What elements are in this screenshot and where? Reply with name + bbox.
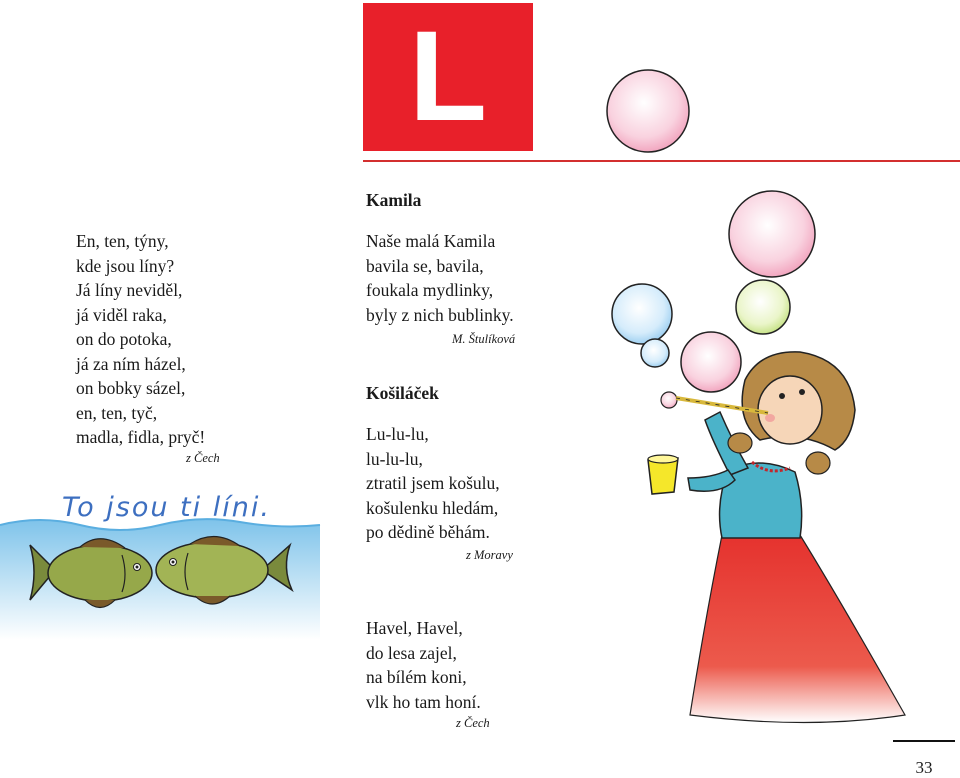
poem-title-kosilacek: Košiláček: [366, 383, 439, 403]
poem-left-line: on do potoka,: [76, 329, 172, 349]
poem-havel-line: Havel, Havel,: [366, 618, 463, 638]
poem-kamila-line: bavila se, bavila,: [366, 255, 484, 276]
poem-kosilacek-line: košulenku hledám,: [366, 497, 499, 518]
page-number-rule: [893, 740, 955, 742]
poem-title-kamila: Kamila: [366, 190, 422, 210]
bubble-pink-tiny: [661, 392, 677, 408]
poem-left-author: z Čech: [186, 451, 220, 465]
poem-left-line: madla, fidla, pryč!: [76, 427, 206, 447]
poem-havel-line: na bílém koni,: [366, 667, 467, 687]
poem-left-line: on bobky sázel,: [76, 378, 186, 398]
poem-kamila-line: Naše malá Kamila: [366, 231, 496, 251]
poem-kosilacek-author: z Moravy: [466, 548, 513, 562]
poem-kosilacek-line: ztratil jsem košulu,: [366, 473, 500, 493]
chapter-letter: L: [408, 5, 488, 148]
poem-havel-line: vlk ho tam honí.: [366, 691, 481, 712]
poem-left-line: En, ten, týny,: [76, 231, 169, 251]
poem-havel-author: z Čech: [456, 716, 490, 730]
girl-skirt: [690, 535, 905, 723]
girl-illustration: [648, 352, 905, 723]
poem-kosilacek: [366, 422, 500, 545]
bubble-pink-large: [607, 70, 689, 152]
bubble-blue-small: [641, 339, 669, 367]
poem-left-line: kde jsou líny?: [76, 255, 175, 276]
poem-kosilacek-line: Lu-lu-lu,: [366, 424, 429, 444]
poem-kosilacek-line: po dědině běhám.: [366, 522, 490, 542]
poem-kamila-author: M. Štulíková: [452, 332, 516, 346]
bubble-blue-large: [612, 284, 672, 344]
poem-left-line: en, ten, tyč,: [76, 402, 158, 423]
poem-left: [76, 229, 205, 450]
poem-kosilacek-line: lu-lu-lu,: [366, 448, 423, 469]
bubble-green: [736, 280, 790, 334]
girl-face: [758, 376, 822, 444]
poem-havel: [366, 616, 481, 714]
poem-kamila: [366, 229, 514, 327]
bubble-pink-medium: [681, 332, 741, 392]
poem-havel-line: do lesa zajel,: [366, 642, 457, 663]
poem-left-line: já za ním házel,: [76, 353, 186, 374]
bubble-pink-top: [729, 191, 815, 277]
poem-kamila-line: byly z nich bublinky.: [366, 304, 514, 325]
poem-left-line: já viděl raka,: [76, 304, 167, 325]
handwriting-caption: To jsou ti líni.: [62, 492, 271, 523]
poem-kamila-line: foukala mydlinky,: [366, 280, 494, 300]
page-number: 33: [915, 758, 933, 777]
poem-left-line: Já líny neviděl,: [76, 280, 183, 300]
